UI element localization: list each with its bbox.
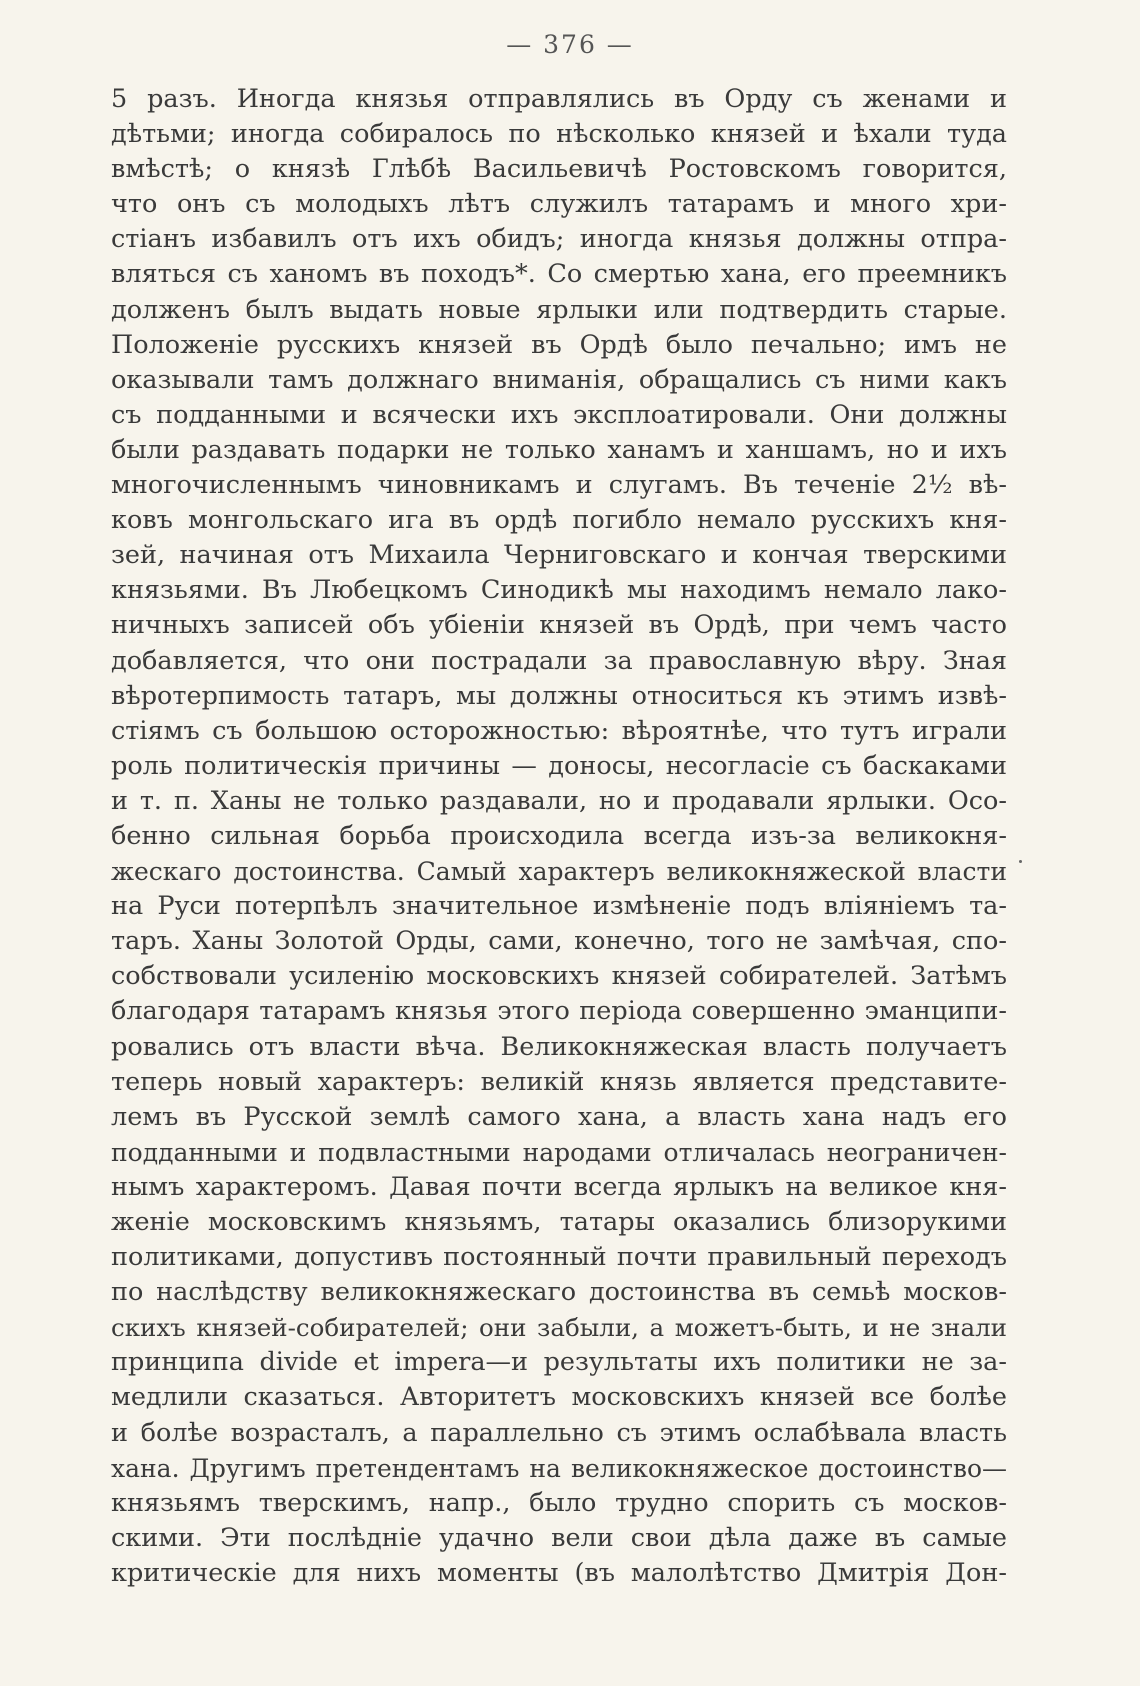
- text-line: 5 разъ. Иногда князья отправлялись въ Орду съ женами и: [111, 84, 1007, 114]
- text-line: теперь новый характеръ: великій князь является представите-: [111, 1066, 1007, 1097]
- text-line: дѣтьми; иногда собиралось по нѣсколько князей и ѣхали туда: [111, 119, 1007, 150]
- text-line: долженъ былъ выдать новые ярлыки или подтвердить старые.: [111, 294, 1007, 325]
- text-line: вѣротерпимость татаръ, мы должны относиться къ этимъ извѣ-: [111, 680, 1007, 711]
- text-line: скими. Эти послѣдніе удачно вели свои дѣла даже въ самые: [111, 1522, 1007, 1553]
- text-line: хана. Другимъ претендентамъ на великокняжеское достоинство—: [111, 1453, 1007, 1483]
- text-line: по наслѣдству великокняжескаго достоинства въ семьѣ москов-: [111, 1277, 1007, 1308]
- text-line: оказывали тамъ должнаго вниманія, обращались съ ними какъ: [111, 364, 1007, 395]
- text-line: лемъ въ Русской землѣ самого хана, а власть хана надъ его: [111, 1101, 1007, 1132]
- text-line: ровались отъ власти вѣча. Великокняжеская власть получаетъ: [111, 1031, 1007, 1062]
- text-line: вляться съ ханомъ въ походъ*. Со смертью хана, его преемникъ: [111, 259, 1007, 290]
- text-line: скихъ князей-собирателей; они забыли, а можетъ-быть, и не знали: [111, 1313, 1007, 1343]
- text-line: нымъ характеромъ. Давая почти всегда ярлыкъ на великое кня-: [111, 1171, 1007, 1202]
- text-line: ничныхъ записей объ убіеніи князей въ Ордѣ, при чемъ часто: [111, 610, 1007, 641]
- text-line: благодаря татарамъ князья этого періода совершенно эманципи-: [111, 996, 1007, 1027]
- text-line: принципа divide et impera—и результаты ихъ политики не за-: [111, 1347, 1007, 1378]
- text-line: князьямъ тверскимъ, напр., было трудно спорить съ москов-: [111, 1487, 1007, 1518]
- text-line: и болѣе возрасталъ, а параллельно съ этимъ ослабѣвала власть: [111, 1417, 1007, 1448]
- text-line: роль политическія причины — доносы, несогласіе съ баскаками: [111, 750, 1007, 781]
- text-line: князьями. Въ Любецкомъ Синодикѣ мы находимъ немало лако-: [111, 575, 1007, 606]
- text-line: подданными и подвластными народами отличалась неограничен-: [111, 1137, 1007, 1167]
- text-line: политиками, допустивъ постоянный почти правильный переходъ: [111, 1242, 1007, 1273]
- text-line: вмѣстѣ; о князѣ Глѣбѣ Васильевичѣ Ростовскомъ говорится,: [111, 154, 1007, 185]
- text-line: ковъ монгольскаго ига въ ордѣ погибло немало русскихъ кня-: [111, 505, 1007, 536]
- stray-ink-mark: [1019, 860, 1022, 863]
- text-line: что онъ съ молодыхъ лѣтъ служилъ татарамъ и много хри-: [111, 189, 1007, 220]
- text-line: съ подданными и всячески ихъ эксплоатировали. Они должны: [111, 399, 1007, 430]
- text-line: добавляется, что они пострадали за православную вѣру. Зная: [111, 645, 1007, 676]
- text-line: критическіе для нихъ моменты (въ малолѣтство Дмитрія Дон-: [111, 1557, 1007, 1588]
- text-line: и т. п. Ханы не только раздавали, но и продавали ярлыки. Осо-: [111, 785, 1007, 816]
- text-line: женіе московскимъ князьямъ, татары оказались близорукими: [111, 1207, 1007, 1237]
- text-line: были раздавать подарки не только ханамъ и ханшамъ, но и ихъ: [111, 434, 1007, 465]
- text-line: бенно сильная борьба происходила всегда изъ-за великокня-: [111, 820, 1007, 851]
- text-line: зей, начиная отъ Михаила Черниговскаго и кончая тверскими: [111, 540, 1007, 571]
- text-line: многочисленнымъ чиновникамъ и слугамъ. Въ теченіе 2½ вѣ-: [111, 470, 1007, 501]
- text-line: медлили сказаться. Авторитетъ московскихъ князей все болѣе: [111, 1382, 1007, 1413]
- text-line: таръ. Ханы Золотой Орды, сами, конечно, того не замѣчая, спо-: [111, 926, 1007, 957]
- page-number: — 376 —: [506, 30, 634, 59]
- text-line: стіанъ избавилъ отъ ихъ обидъ; иногда князья должны отпра-: [111, 224, 1007, 255]
- text-line: на Руси потерпѣлъ значительное измѣненіе подъ вліяніемъ та-: [111, 891, 1007, 922]
- text-line: стіямъ съ большою осторожностью: вѣроятнѣе, что тутъ играли: [111, 715, 1007, 746]
- text-line: собствовали усиленію московскихъ князей собирателей. Затѣмъ: [111, 961, 1007, 992]
- text-line: Положеніе русскихъ князей въ Ордѣ было печально; имъ не: [111, 329, 1007, 360]
- text-line: жескаго достоинства. Самый характеръ великокняжеской власти: [111, 857, 1007, 887]
- body-text: [111, 82, 1007, 1591]
